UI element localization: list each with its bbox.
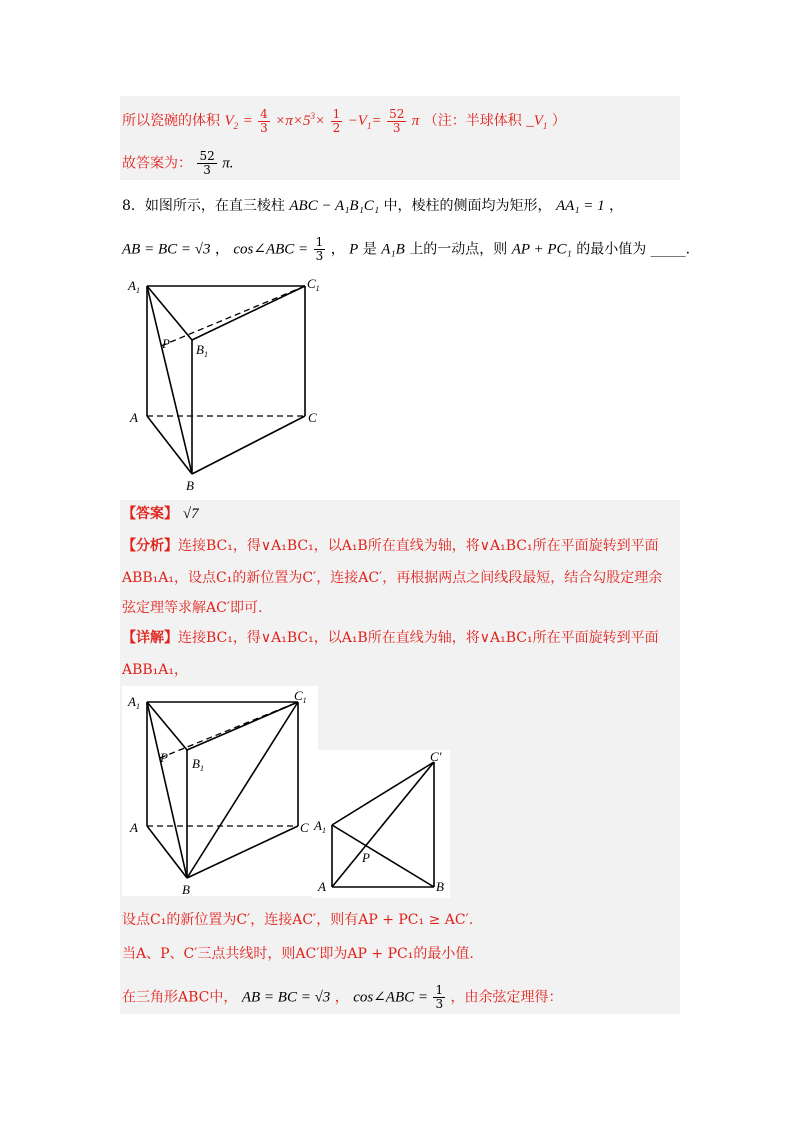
label-p: P xyxy=(162,336,170,351)
q1-text-c: ， xyxy=(609,198,624,214)
after-ab-bc: AB = BC = √3 xyxy=(241,989,331,1006)
analysis-line-1 xyxy=(122,536,659,556)
answer-prefix-top: 故答案为： xyxy=(122,155,192,172)
q2-blank: _____. xyxy=(650,241,691,258)
analysis-line-2 xyxy=(122,568,662,588)
analysis-text-2: ABB₁A₁，设点C₁的新位置为C′，连接AC′，再根据两点之间线段最短，结合勾股定理余 xyxy=(122,570,663,586)
q2-a1b: A₁B xyxy=(381,241,405,258)
label-b1: $B_1$ xyxy=(196,342,208,359)
detail-line-1 xyxy=(122,628,659,648)
note-text: （注：半球体积 xyxy=(423,113,522,129)
fig3-label-p: P xyxy=(362,850,370,865)
analysis-text-1: 连接BC₁，得∨A₁BC₁，以A₁B所在直线为轴，将∨A₁BC₁所在平面旋转到平面 xyxy=(178,538,659,554)
q2-ap-pc1: AP + PC₁ xyxy=(511,241,572,258)
pi-five: $\times\pi\times 5^3\times$ xyxy=(275,111,326,129)
analysis-text-3: 弦定理等求解AC′即可. xyxy=(122,600,263,616)
after-line-3 xyxy=(122,984,563,1011)
answer-tag: 【答案】 xyxy=(122,506,178,522)
minus-v1: $-V_1=$ xyxy=(347,113,382,131)
q1-text-b: 中，棱柱的侧面均为矩形， xyxy=(383,198,552,214)
pi-answer: π. xyxy=(222,155,234,172)
v2-symbol: $V_2$ xyxy=(224,113,239,131)
after-line-2 xyxy=(122,944,474,964)
fig2-label-b1: $B_1$ xyxy=(192,756,204,773)
question-line-1 xyxy=(122,196,623,216)
answer-value: √7 xyxy=(182,506,199,522)
label-a1: $A_1$ xyxy=(128,278,140,295)
q2-text-e: 的最小值为 xyxy=(576,241,647,258)
answer-line xyxy=(122,504,199,524)
volume-line xyxy=(122,106,566,136)
q2-text-a: ， xyxy=(214,241,229,258)
label-a: A xyxy=(130,410,138,425)
q2-fraction-1-3: $\frac{1}{3}$ xyxy=(315,235,324,263)
q2-cos: cos∠ABC = xyxy=(233,241,309,258)
after-text-3a: 在三角形ABC中， xyxy=(122,989,238,1006)
prism-figure xyxy=(120,274,330,494)
analysis-tag: 【分析】 xyxy=(122,538,178,554)
fig2-label-b: B xyxy=(182,882,190,896)
fraction-52-3: $\frac{52}{3}$ xyxy=(389,106,405,135)
detail-line-2 xyxy=(122,660,188,680)
q2-p: P xyxy=(349,241,359,258)
equals-1: = xyxy=(242,113,253,129)
q1-aa1: AA₁ = 1 xyxy=(555,198,605,214)
label-c1: $C_1$ xyxy=(307,276,320,293)
after-text-1: 设点C₁的新位置为C′，连接AC′，则有AP + PC₁ ≥ AC′. xyxy=(122,912,474,928)
fraction-1-2: $\frac{1}{2}$ xyxy=(332,106,341,135)
fig2-label-p: P xyxy=(160,750,168,765)
after-text-3b: ， xyxy=(334,989,349,1006)
pi-symbol: π xyxy=(411,113,420,129)
fig2-label-c: C xyxy=(300,820,309,835)
unfolded-figure xyxy=(312,750,450,898)
fraction-4-3: $\frac{4}{3}$ xyxy=(260,106,268,135)
fig3-label-a: A xyxy=(318,879,326,894)
after-line-1 xyxy=(122,910,473,930)
detail-tag: 【详解】 xyxy=(122,630,178,646)
fraction-52-3-answer: $\frac{52}{3}$ xyxy=(199,149,215,177)
fig2-label-a1: $A_1$ xyxy=(128,694,140,711)
note-v1: $\_V_1$ xyxy=(526,113,548,131)
after-fraction-1-3: $\frac{1}{3}$ xyxy=(435,983,444,1011)
answer-line-top xyxy=(122,150,233,177)
label-c: C xyxy=(308,410,317,425)
q2-text-c: 是 xyxy=(362,241,377,258)
detail-text-1: 连接BC₁，得∨A₁BC₁，以A₁B所在直线为轴，将∨A₁BC₁所在平面旋转到平面 xyxy=(178,630,659,646)
label-b: B xyxy=(186,478,194,493)
fig3-label-c-prime: C′ xyxy=(430,750,442,764)
fig3-label-a1: $A_1$ xyxy=(314,818,326,835)
fig3-label-b: B xyxy=(436,879,444,894)
q2-ab-bc: AB = BC = √3 xyxy=(122,241,211,258)
analysis-line-3 xyxy=(122,598,262,618)
q1-prism: ABC − A₁B₁C₁ xyxy=(289,198,380,214)
fig2-label-c1: $C_1$ xyxy=(294,688,307,705)
after-cos: cos∠ABC = xyxy=(353,989,428,1006)
after-text-2: 当A、P、C′三点共线时，则AC′即为AP + PC₁的最小值. xyxy=(122,946,474,962)
note-end: ） xyxy=(551,113,566,129)
prism-figure-2 xyxy=(122,686,318,896)
volume-prefix: 所以瓷碗的体积 xyxy=(122,113,220,129)
q2-text-b: ， xyxy=(330,241,345,258)
after-text-3c: ，由余弦定理得： xyxy=(450,989,563,1006)
detail-text-2: ABB₁A₁， xyxy=(122,662,189,678)
q2-text-d: 上的一动点，则 xyxy=(409,241,508,258)
question-line-2 xyxy=(122,236,690,263)
q1-text-a: 8．如图所示，在直三棱柱 xyxy=(122,198,285,214)
fig2-label-a: A xyxy=(130,820,138,835)
